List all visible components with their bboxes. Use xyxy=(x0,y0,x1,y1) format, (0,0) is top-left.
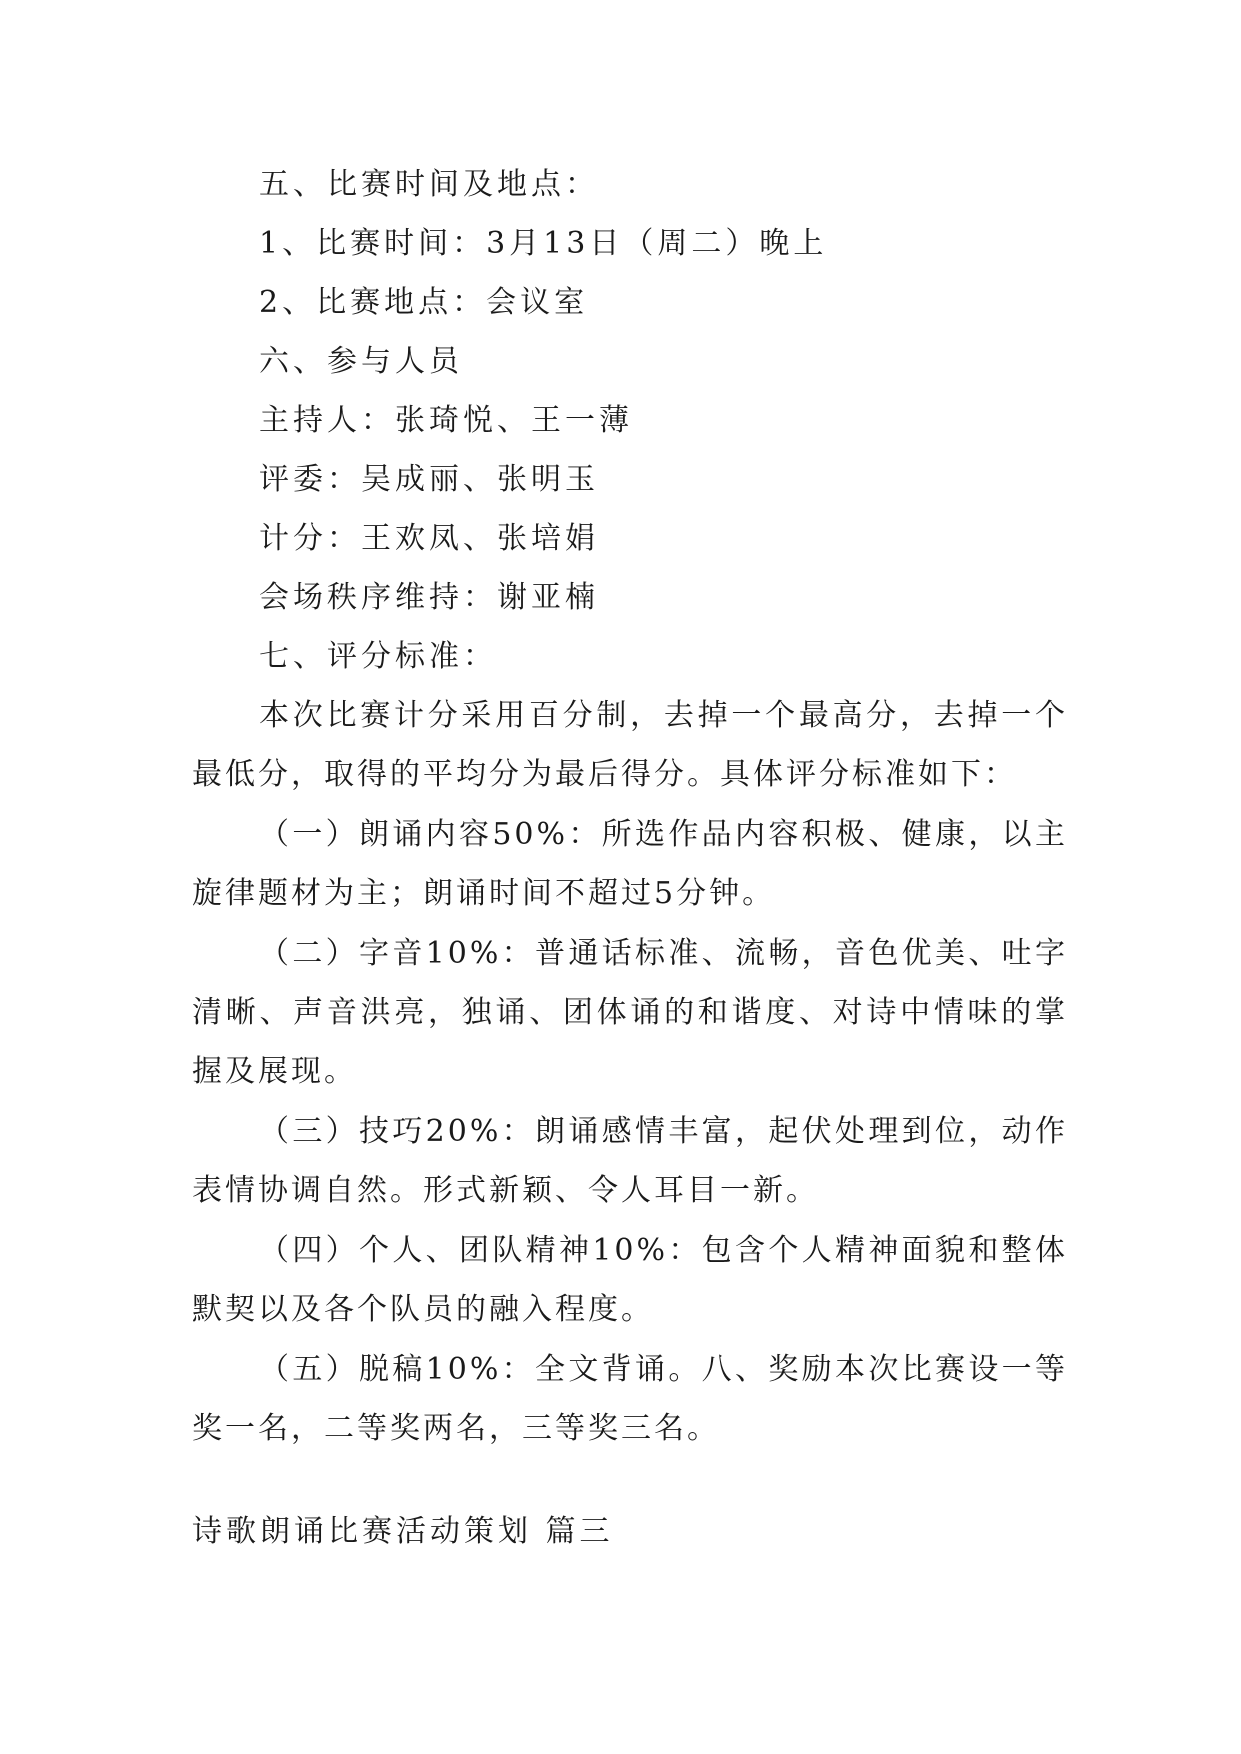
section-heading: 诗歌朗诵比赛活动策划 篇三 xyxy=(192,1514,614,1549)
section-six-heading: 六、参与人员 xyxy=(259,344,463,379)
scorers-line: 计分：王欢凤、张培娟 xyxy=(259,521,599,556)
competition-venue: 2、比赛地点：会议室 xyxy=(259,285,589,320)
hosts-line: 主持人：张琦悦、王一薄 xyxy=(259,403,633,438)
criterion-team-spirit-paragraph: （四）个人、团队精神10%：包含个人精神面貌和整体默契以及各个队员的融入程度。 xyxy=(192,1233,1068,1327)
competition-time: 1、比赛时间：3月13日（周二）晚上 xyxy=(259,226,828,261)
section-seven-heading: 七、评分标准： xyxy=(259,639,497,674)
criterion-pronunciation-paragraph: （二）字音10%：普通话标准、流畅，音色优美、吐字清晰、声音洪亮，独诵、团体诵的和谐度、对诗中情味的掌握及展现。 xyxy=(192,936,1068,1089)
order-keeper-line: 会场秩序维持：谢亚楠 xyxy=(259,580,599,615)
scoring-intro-paragraph: 本次比赛计分采用百分制，去掉一个最高分，去掉一个最低分，取得的平均分为最后得分。具体评分标准如下： xyxy=(192,698,1068,792)
criterion-technique-paragraph: （三）技巧20%：朗诵感情丰富，起伏处理到位，动作表情协调自然。形式新颖、令人耳目一新。 xyxy=(192,1114,1068,1208)
judges-line: 评委：吴成丽、张明玉 xyxy=(259,462,599,497)
criterion-content-paragraph: （一）朗诵内容50%：所选作品内容积极、健康，以主旋律题材为主；朗诵时间不超过5分钟。 xyxy=(192,817,1068,911)
section-five-heading: 五、比赛时间及地点： xyxy=(259,167,599,202)
criterion-memorization-paragraph: （五）脱稿10%：全文背诵。八、奖励本次比赛设一等奖一名，二等奖两名，三等奖三名。 xyxy=(192,1352,1068,1446)
